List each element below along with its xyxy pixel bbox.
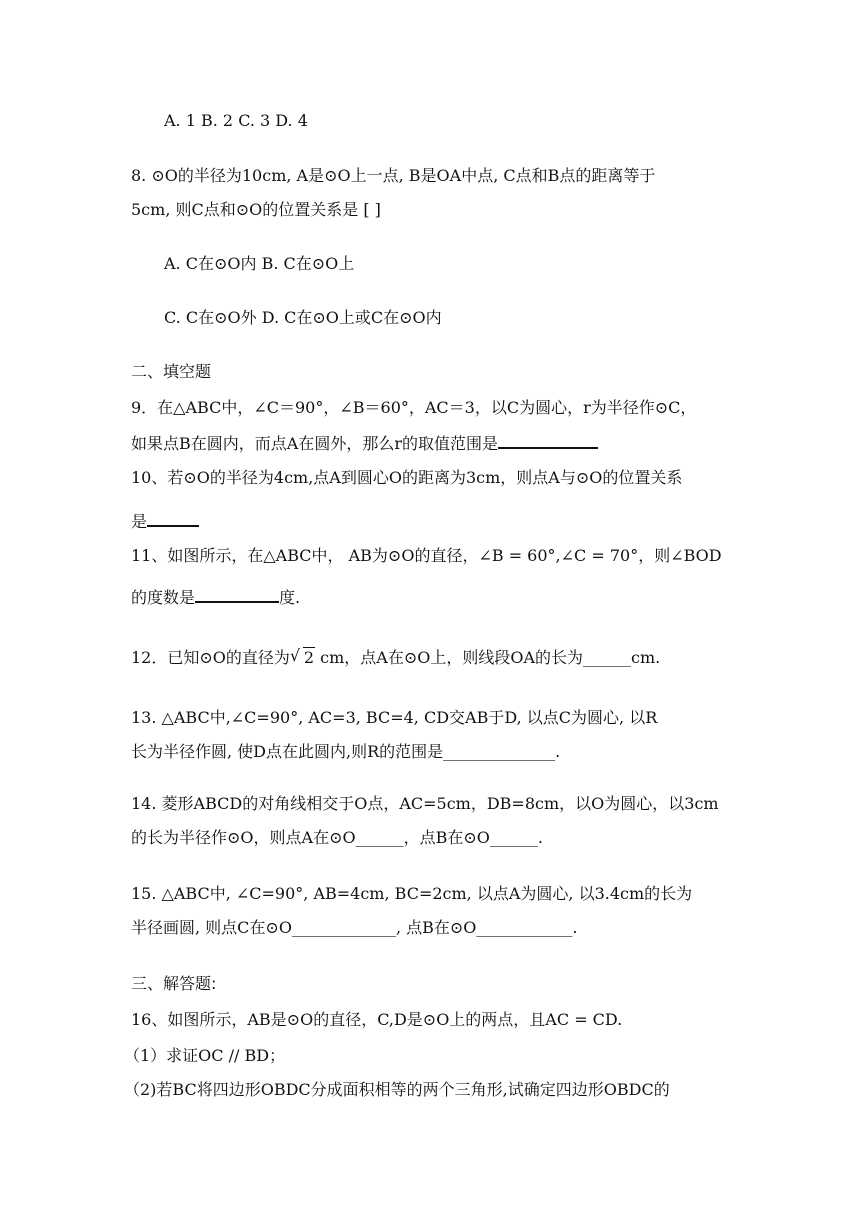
q16-part2: （2)若BC将四边形OBDC分成面积相等的两个三角形,试确定四边形OBDC的 (124, 1080, 670, 1099)
q8-option-ab: A. C在⊙O内 B. C在⊙O上 (164, 254, 355, 273)
q13-line2: 长为半径作圆, 使D点在此圆内,则R的范围是______________. (131, 742, 561, 761)
q12-post: cm，点A在⊙O上，则线段OA的长为______cm. (315, 648, 661, 667)
q15-line1: 15. △ABC中, ∠C=90°, AB=4cm, BC=2cm, 以点A为圆心, 以3.4cm的长为 (131, 884, 693, 903)
sqrt-icon: √ 2 (289, 646, 315, 667)
q8-line2: 5cm, 则C点和⊙O的位置关系是 [ ] (131, 200, 381, 219)
q9-answer-blank[interactable] (498, 430, 598, 449)
q13-line1: 13. △ABC中,∠C=90°, AC=3, BC=4, CD交AB于D, 以点C为圆心, 以R (131, 708, 658, 727)
q11-line2 (131, 584, 300, 608)
q14-line1: 14. 菱形ABCD的对角线相交于O点，AC=5cm，DB=8cm，以O为圆心，以3cm (131, 794, 719, 813)
section2-title: 二、填空题 (131, 362, 212, 381)
q10-line2-text: 是 (131, 512, 148, 531)
q14-line2: 的长为半径作⊙O，则点A在⊙O______，点B在⊙O______. (131, 828, 543, 847)
q9-line1: 9．在△ABC中，∠C＝90°，∠B＝60°，AC＝3，以C为圆心，r为半径作⊙C， (131, 398, 697, 417)
q7-options: A. 1 B. 2 C. 3 D. 4 (164, 111, 308, 130)
q10-line2 (131, 508, 199, 532)
q12-radical-value: 2 (303, 648, 315, 667)
q11-line2-pre: 的度数是 (131, 588, 196, 607)
q16-part1: （1）求证OC // BD； (124, 1046, 286, 1065)
q15-line2: 半径画圆, 则点C在⊙O_____________, 点B在⊙O____________. (131, 918, 578, 937)
q11-line1: 11、如图所示，在△ABC中， AB为⊙O的直径，∠B = 60°,∠C = 70°，则∠BOD (131, 546, 722, 565)
q16-line1: 16、如图所示，AB是⊙O的直径，C,D是⊙O上的两点，且AC = CD. (131, 1010, 623, 1029)
q11-line2-post: 度. (279, 588, 301, 607)
q8-line1: 8. ⊙O的半径为10cm, A是⊙O上一点, B是OA中点, C点和B点的距离等于 (131, 166, 656, 185)
q8-option-cd: C. C在⊙O外 D. C在⊙O上或C在⊙O内 (164, 308, 442, 327)
q11-answer-blank[interactable] (195, 584, 279, 603)
q9-line2 (131, 430, 598, 454)
q12-pre: 12．已知⊙O的直径为 (131, 648, 290, 667)
q9-line2-text: 如果点B在圆内，而点A在圆外，那么r的取值范围是 (131, 434, 498, 453)
section3-title: 三、解答题: (131, 974, 217, 993)
q10-line1: 10、若⊙O的半径为4cm,点A到圆心O的距离为3cm，则点A与⊙O的位置关系 (131, 468, 683, 487)
q12-line (131, 648, 660, 668)
q10-answer-blank[interactable] (147, 508, 199, 527)
